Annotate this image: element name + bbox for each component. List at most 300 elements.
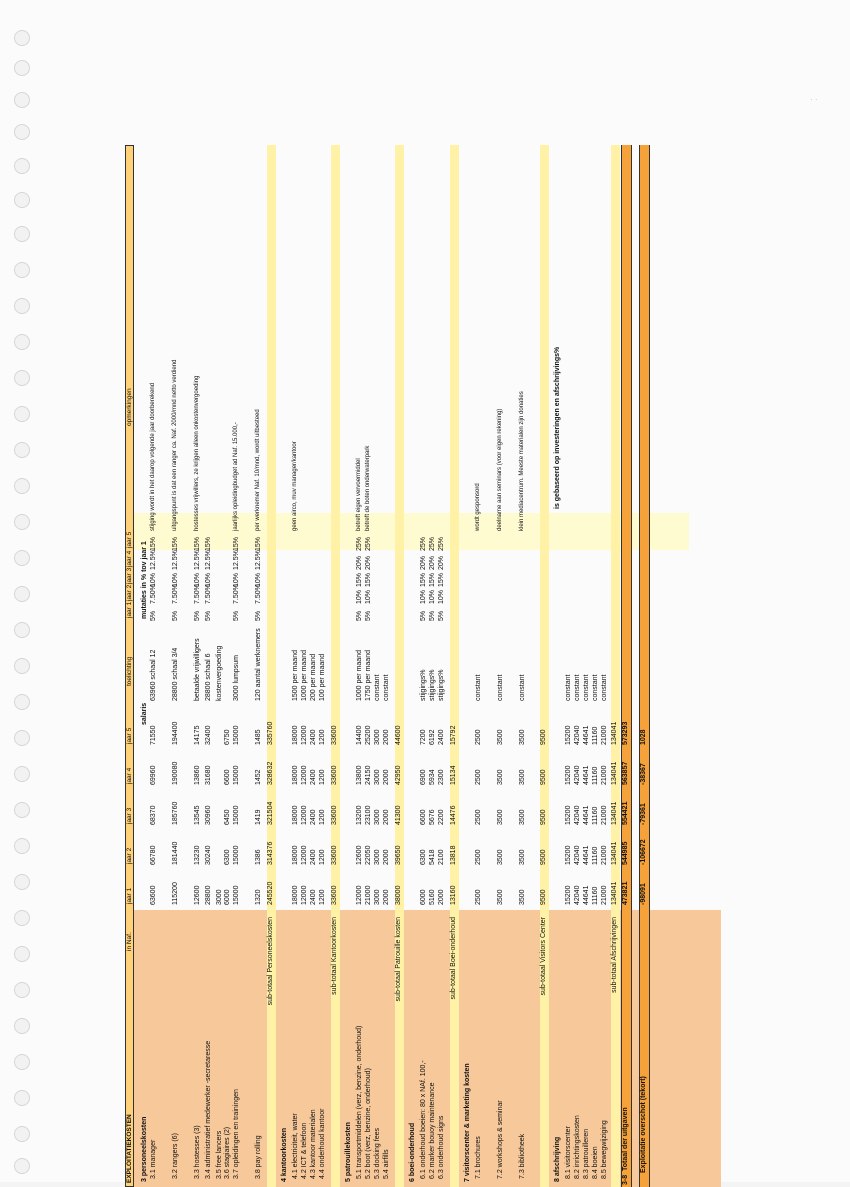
year-value: 14175 bbox=[194, 725, 201, 745]
row-label: 5.3 docking fees bbox=[374, 1128, 381, 1179]
year-value: 3500 bbox=[497, 769, 504, 785]
total-label: Totaal der uitgaven bbox=[622, 1107, 629, 1171]
year-value: 6000 bbox=[224, 889, 231, 905]
exploitatie-table bbox=[125, 145, 721, 1187]
year-value: 1200 bbox=[319, 769, 326, 785]
pct-value: 5% bbox=[172, 610, 179, 621]
total-value: 473821 bbox=[622, 881, 629, 905]
header-toelichting: toelichting bbox=[126, 656, 133, 686]
row-label: 7.3 bibliotheek bbox=[519, 1133, 526, 1179]
pct-value: 5% bbox=[356, 610, 363, 621]
row-label: 3.8 pay rolling bbox=[255, 1135, 262, 1179]
table-row bbox=[301, 145, 310, 1187]
pct-value: 25% bbox=[429, 536, 436, 551]
table-row bbox=[205, 145, 216, 1187]
pct-value: 15% bbox=[429, 572, 436, 587]
punch-hole bbox=[14, 92, 30, 108]
year-value: 2000 bbox=[383, 889, 390, 905]
subtotal-value: 9500 bbox=[540, 849, 547, 865]
year-value: 2000 bbox=[383, 729, 390, 745]
remark-note: betreft eigen vervoermiddel bbox=[356, 458, 362, 531]
subtotal-value: 134041 bbox=[611, 841, 618, 865]
year-value: 13545 bbox=[194, 805, 201, 825]
toelichting-value: constant bbox=[583, 674, 590, 701]
pct-value: 7.50% bbox=[233, 584, 240, 604]
pct-value: 12.5% bbox=[205, 550, 212, 570]
row-label: 8.5 bewegwijziging bbox=[601, 1120, 608, 1179]
row-label: 3.6 stagiaires (2) bbox=[224, 1126, 231, 1179]
subtotal-value: 33600 bbox=[331, 805, 338, 825]
year-value: 69960 bbox=[150, 765, 157, 785]
table-row bbox=[497, 145, 519, 1187]
row-label: 4.2 ICT & telefoon bbox=[301, 1122, 308, 1179]
punch-hole bbox=[14, 622, 30, 638]
year-value: 6192 bbox=[429, 729, 436, 745]
year-value: 15200 bbox=[565, 845, 572, 865]
punch-hole bbox=[14, 1054, 30, 1070]
punch-hole bbox=[14, 766, 30, 782]
year-value: 28800 bbox=[205, 885, 212, 905]
pct-value: 5% bbox=[438, 610, 445, 621]
pct-value: 15% bbox=[356, 572, 363, 587]
subtotal-value: 15134 bbox=[450, 765, 457, 785]
punch-hole bbox=[14, 1158, 30, 1174]
year-value: 1200 bbox=[319, 809, 326, 825]
total-code: 3-8 bbox=[622, 1174, 629, 1185]
section-title-text: 4 kantoorkosten bbox=[281, 1127, 288, 1182]
subtotal-value: 134041 bbox=[611, 801, 618, 825]
year-value: 3000 bbox=[374, 769, 381, 785]
section-title-text: 6 boei-onderhoud bbox=[409, 1122, 416, 1182]
operating-result-value: -98091 bbox=[640, 883, 647, 905]
header-pct-year1: jaar 1 bbox=[126, 601, 133, 618]
pct-value: 20% bbox=[420, 555, 427, 570]
punch-hole bbox=[14, 158, 30, 174]
pct-value: 25% bbox=[356, 536, 363, 551]
pct-value: 15% bbox=[194, 536, 201, 551]
punch-hole bbox=[14, 226, 30, 242]
subtotal-label: sub-totaal Kantoorkosten bbox=[331, 917, 338, 995]
punch-hole bbox=[14, 550, 30, 566]
mutaties-label: mutaties in % tov jaar 1 bbox=[141, 541, 148, 619]
toelichting-value: stijgings% bbox=[420, 669, 427, 701]
row-label: 3.3 hostesses (3) bbox=[194, 1125, 201, 1179]
subtotal-value: 44600 bbox=[395, 725, 402, 745]
year-value: 42040 bbox=[574, 845, 581, 865]
year-value: 13800 bbox=[356, 765, 363, 785]
pct-value: 15% bbox=[255, 536, 262, 551]
subtotal-row bbox=[395, 145, 404, 1187]
operating-result-label: Exploitatie overschot (tekort) bbox=[640, 1076, 647, 1173]
punch-hole bbox=[14, 586, 30, 602]
pct-value: 7.50% bbox=[150, 584, 157, 604]
pct-value: 5% bbox=[194, 610, 201, 621]
row-label: 5.4 airfills bbox=[383, 1149, 390, 1179]
pct-value: 10% bbox=[356, 589, 363, 604]
row-label: 8.1 visitorscenter bbox=[565, 1126, 572, 1179]
year-value: 18000 bbox=[292, 765, 299, 785]
subtotal-value: 328632 bbox=[267, 761, 274, 785]
pct-value: 7.50% bbox=[205, 584, 212, 604]
row-label: 6.3 onderhoud signs bbox=[438, 1115, 445, 1179]
year-value: 44641 bbox=[583, 725, 590, 745]
row-label: 8.2 inrichtingskosten bbox=[574, 1115, 581, 1179]
punch-hole bbox=[14, 30, 30, 46]
year-value: 3500 bbox=[497, 729, 504, 745]
table-row bbox=[429, 145, 438, 1187]
header-pct-year4: jaar 4 bbox=[126, 550, 133, 567]
table-row bbox=[194, 145, 205, 1187]
year-value: 185760 bbox=[172, 801, 179, 825]
year-value: 3500 bbox=[519, 769, 526, 785]
year-value: 6450 bbox=[224, 809, 231, 825]
pct-value: 10% bbox=[194, 572, 201, 587]
toelichting-value: 28800 schaal 3/4 bbox=[172, 647, 179, 701]
year-value: 5418 bbox=[429, 849, 436, 865]
year-value: 24150 bbox=[365, 765, 372, 785]
year-value: 13230 bbox=[194, 845, 201, 865]
year-value: 31680 bbox=[205, 765, 212, 785]
toelichting-value: 1000 per maand bbox=[356, 650, 363, 701]
table-row bbox=[583, 145, 592, 1187]
year-value: 2100 bbox=[438, 849, 445, 865]
total-value: 544985 bbox=[622, 841, 629, 865]
dust-mark: · · bbox=[810, 95, 818, 104]
year-value: 2400 bbox=[310, 809, 317, 825]
subtotal-value: 134041 bbox=[611, 881, 618, 905]
year-value: 42040 bbox=[574, 765, 581, 785]
year-value: 23100 bbox=[365, 805, 372, 825]
table-row bbox=[574, 145, 583, 1187]
year-value: 5160 bbox=[429, 889, 436, 905]
pct-value: 7.50% bbox=[194, 584, 201, 604]
table-row bbox=[233, 145, 255, 1187]
total-value: 573293 bbox=[622, 721, 629, 745]
pct-value: 5% bbox=[150, 610, 157, 621]
pct-value: 15% bbox=[365, 572, 372, 587]
row-label: 3.1 manager bbox=[150, 1139, 157, 1179]
toelichting-value: 1750 per maand bbox=[365, 650, 372, 701]
row-label: 5.1 transportmiddelen (verz, benzine, onderhoud) bbox=[356, 1025, 363, 1179]
year-value: 12000 bbox=[301, 845, 308, 865]
table-row bbox=[475, 145, 497, 1187]
pct-value: 5% bbox=[255, 610, 262, 621]
year-value: 30960 bbox=[205, 805, 212, 825]
table-row bbox=[319, 145, 328, 1187]
pct-value: 25% bbox=[420, 536, 427, 551]
section-title-text: 8 afschrijving bbox=[554, 1136, 561, 1182]
year-value: 6600 bbox=[224, 769, 231, 785]
pct-value: 12.5% bbox=[172, 550, 179, 570]
year-value: 2400 bbox=[310, 889, 317, 905]
remark-note: per werknemer Naf. 10/mnd, wordt uitbesteed bbox=[255, 409, 261, 531]
year-value: 6300 bbox=[224, 849, 231, 865]
header-pct-year5: jaar 5 bbox=[126, 531, 133, 548]
year-value: 6750 bbox=[224, 729, 231, 745]
year-value: 66780 bbox=[150, 845, 157, 865]
total-expenses-row bbox=[621, 145, 632, 1187]
subtotal-value: 33600 bbox=[331, 725, 338, 745]
header-year4: jaar 4 bbox=[126, 767, 133, 784]
punch-hole bbox=[14, 802, 30, 818]
year-value: 2000 bbox=[383, 809, 390, 825]
row-label: 4.3 kantoor materialen bbox=[310, 1109, 317, 1179]
year-value: 3000 bbox=[374, 809, 381, 825]
row-label: 7.1 brochures bbox=[475, 1136, 482, 1179]
subtotal-value: 38000 bbox=[395, 885, 402, 905]
year-value: 15000 bbox=[233, 845, 240, 865]
year-value: 71550 bbox=[150, 725, 157, 745]
year-value: 21000 bbox=[601, 765, 608, 785]
row-label: 8.4 boeien bbox=[592, 1146, 599, 1179]
toelichting-value: constant bbox=[574, 674, 581, 701]
year-value: 3500 bbox=[497, 809, 504, 825]
subtotal-value: 134041 bbox=[611, 761, 618, 785]
toelichting-value: constant bbox=[592, 674, 599, 701]
table-row bbox=[519, 145, 537, 1187]
row-label: 3.2 rangers (6) bbox=[172, 1133, 179, 1179]
year-value: 25200 bbox=[365, 725, 372, 745]
subtotal-row bbox=[450, 145, 459, 1187]
toelichting-value: 200 per maand bbox=[310, 653, 317, 701]
year-value: 3500 bbox=[497, 889, 504, 905]
year-value: 2400 bbox=[438, 729, 445, 745]
pct-value: 15% bbox=[420, 572, 427, 587]
table-row bbox=[310, 145, 319, 1187]
year-value: 15000 bbox=[233, 765, 240, 785]
toelichting-value: 28800 schaal 6 bbox=[205, 653, 212, 701]
year-value: 3500 bbox=[497, 849, 504, 865]
year-value: 44641 bbox=[583, 805, 590, 825]
year-value: 13200 bbox=[356, 805, 363, 825]
year-value: 1386 bbox=[255, 849, 262, 865]
year-value: 11160 bbox=[592, 766, 599, 785]
section-title bbox=[281, 145, 290, 1187]
punch-hole bbox=[14, 1126, 30, 1142]
row-label: 3.4 administratief medewerker -secretaresse bbox=[205, 1040, 212, 1179]
year-value: 2500 bbox=[475, 849, 482, 865]
year-value: 13860 bbox=[194, 765, 201, 785]
table-row bbox=[356, 145, 365, 1187]
pct-value: 7.50% bbox=[172, 584, 179, 604]
subtotal-value: 15792 bbox=[450, 725, 457, 745]
year-value: 3500 bbox=[519, 889, 526, 905]
year-value: 68370 bbox=[150, 805, 157, 825]
section-title bbox=[554, 145, 563, 1187]
subtotal-value: 9500 bbox=[540, 889, 547, 905]
pct-value: 5% bbox=[205, 610, 212, 621]
pct-value: 10% bbox=[365, 589, 372, 604]
year-value: 11160 bbox=[592, 886, 599, 905]
section-title-text: 3 personeelskosten bbox=[141, 1116, 148, 1182]
year-value: 2000 bbox=[438, 889, 445, 905]
subtotal-value: 9500 bbox=[540, 769, 547, 785]
toelichting-value: stijgings% bbox=[438, 669, 445, 701]
year-value: 44641 bbox=[583, 765, 590, 785]
remark-note: klein mediacentrum. Meeste materialen zijn donaties bbox=[519, 391, 525, 531]
year-value: 15200 bbox=[565, 725, 572, 745]
subtotal-value: 321504 bbox=[267, 801, 274, 825]
toelichting-value: kostenvergoeding bbox=[216, 645, 223, 701]
remark-note: deelname aan seminars (voor eigen rekening) bbox=[497, 408, 503, 531]
section-title bbox=[345, 145, 354, 1187]
year-value: 1419 bbox=[255, 809, 262, 825]
year-value: 3500 bbox=[519, 849, 526, 865]
section-title bbox=[141, 145, 150, 1187]
pct-value: 5% bbox=[420, 610, 427, 621]
punch-hole bbox=[14, 406, 30, 422]
subtotal-value: 33600 bbox=[331, 765, 338, 785]
year-value: 12000 bbox=[356, 885, 363, 905]
pct-value: 15% bbox=[150, 536, 157, 551]
subtotal-row bbox=[540, 145, 549, 1187]
pct-value: 15% bbox=[172, 536, 179, 551]
pct-value: 10% bbox=[150, 572, 157, 587]
remark-note: uitgangspunt is dat een ranger ca. Naf. 2000/mnd netto verdiend bbox=[172, 359, 178, 531]
year-value: 44641 bbox=[583, 885, 590, 905]
punch-hole bbox=[14, 694, 30, 710]
pct-value: 25% bbox=[365, 536, 372, 551]
table-row bbox=[565, 145, 574, 1187]
header-year5: jaar 5 bbox=[126, 727, 133, 744]
year-value: 18000 bbox=[292, 805, 299, 825]
remark-note: geen airco, muv manager/kantoor bbox=[292, 441, 298, 531]
pct-value: 20% bbox=[356, 555, 363, 570]
punch-hole bbox=[14, 910, 30, 926]
toelichting-value: constant bbox=[519, 674, 526, 701]
toelichting-value: constant bbox=[475, 674, 482, 701]
salaris-label: salaris bbox=[141, 702, 148, 725]
operating-result-value: 1028 bbox=[640, 729, 647, 745]
punch-hole bbox=[14, 298, 30, 314]
year-value: 181440 bbox=[172, 841, 179, 865]
punch-hole bbox=[14, 730, 30, 746]
header-opmerkingen: opmerkingen bbox=[126, 388, 133, 426]
pct-value: 20% bbox=[429, 555, 436, 570]
subtotal-row bbox=[611, 145, 620, 1187]
year-value: 18000 bbox=[292, 885, 299, 905]
section-title-text: 5 patrouillekosten bbox=[345, 1122, 352, 1182]
punch-hole bbox=[14, 124, 30, 140]
pct-value: 5% bbox=[365, 610, 372, 621]
rotated-sheet bbox=[125, 346, 850, 1187]
row-label: 6.2 marker bouoy maintenance bbox=[429, 1082, 436, 1179]
punch-hole bbox=[14, 658, 30, 674]
year-value: 2000 bbox=[383, 849, 390, 865]
pct-value: 25% bbox=[438, 536, 445, 551]
punch-hole bbox=[14, 1018, 30, 1034]
year-value: 5934 bbox=[429, 769, 436, 785]
year-value: 63600 bbox=[150, 885, 157, 905]
row-label: 8.3 patrouilleren bbox=[583, 1128, 590, 1179]
year-value: 1485 bbox=[255, 729, 262, 745]
header-pct-year2: jaar 2 bbox=[126, 584, 133, 601]
year-value: 2500 bbox=[475, 889, 482, 905]
pct-value: 20% bbox=[438, 555, 445, 570]
subtotal-value: 33600 bbox=[331, 885, 338, 905]
year-value: 1452 bbox=[255, 769, 262, 785]
pct-value: 5% bbox=[233, 610, 240, 621]
year-value: 32400 bbox=[205, 725, 212, 745]
punch-hole bbox=[14, 60, 30, 76]
header-pct-year3: jaar 3 bbox=[126, 567, 133, 584]
year-value: 12000 bbox=[301, 725, 308, 745]
year-value: 15000 bbox=[233, 805, 240, 825]
year-value: 3000 bbox=[374, 849, 381, 865]
subtotal-value: 13160 bbox=[450, 885, 457, 905]
subtotal-value: 245520 bbox=[267, 881, 274, 905]
pct-value: 12.5% bbox=[233, 550, 240, 570]
table-title: EXPLOITATIEKOSTEN bbox=[126, 1114, 133, 1183]
header-year1: jaar 1 bbox=[126, 887, 133, 904]
table-row bbox=[150, 145, 172, 1187]
year-value: 1200 bbox=[319, 729, 326, 745]
table-row bbox=[216, 145, 224, 1187]
year-value: 12600 bbox=[194, 885, 201, 905]
toelichting-value: 1500 per maand bbox=[292, 650, 299, 701]
punch-hole bbox=[14, 838, 30, 854]
punch-hole bbox=[14, 478, 30, 494]
row-label: 7.2 workshops & seminar bbox=[497, 1100, 504, 1179]
year-value: 2200 bbox=[438, 809, 445, 825]
year-value: 6300 bbox=[420, 849, 427, 865]
year-value: 12600 bbox=[356, 845, 363, 865]
subtotal-value: 134041 bbox=[611, 721, 618, 745]
year-value: 6000 bbox=[420, 889, 427, 905]
toelichting-value: 1000 per maand bbox=[301, 650, 308, 701]
punch-hole bbox=[14, 370, 30, 386]
subtotal-label: sub-totaal Afschrijvingen bbox=[611, 917, 618, 993]
table-row bbox=[292, 145, 301, 1187]
punch-hole bbox=[14, 262, 30, 278]
year-value: 21000 bbox=[601, 725, 608, 745]
table-row bbox=[420, 145, 429, 1187]
year-value: 3000 bbox=[374, 729, 381, 745]
year-value: 2400 bbox=[310, 769, 317, 785]
punch-hole bbox=[14, 192, 30, 208]
punch-hole bbox=[14, 1090, 30, 1106]
operating-result-value: -79361 bbox=[640, 803, 647, 825]
subtotal-value: 41300 bbox=[395, 805, 402, 825]
row-label: 4.1 electriciteit, water bbox=[292, 1113, 299, 1179]
pct-value: 10% bbox=[172, 572, 179, 587]
subtotal-value: 9500 bbox=[540, 809, 547, 825]
year-value: 3000 bbox=[216, 889, 223, 905]
table-row bbox=[224, 145, 233, 1187]
remark-note: jaarlijks opleidingbudget ad Naf. 15.000,- bbox=[233, 422, 239, 531]
pct-value: 10% bbox=[429, 589, 436, 604]
year-value: 30240 bbox=[205, 845, 212, 865]
year-value: 14400 bbox=[356, 725, 363, 745]
year-value: 15000 bbox=[233, 885, 240, 905]
pct-value: 10% bbox=[233, 572, 240, 587]
pct-value: 7.50% bbox=[255, 584, 262, 604]
year-value: 1320 bbox=[255, 889, 262, 905]
year-value: 21000 bbox=[601, 805, 608, 825]
year-value: 21000 bbox=[601, 845, 608, 865]
year-value: 12000 bbox=[301, 885, 308, 905]
remark-note: wordt gesponsord bbox=[475, 483, 481, 531]
year-value: 7200 bbox=[420, 729, 427, 745]
year-value: 3500 bbox=[519, 729, 526, 745]
table-row bbox=[374, 145, 383, 1187]
section-title bbox=[464, 145, 473, 1187]
year-value: 11160 bbox=[592, 806, 599, 825]
pct-value: 15% bbox=[438, 572, 445, 587]
table-header bbox=[125, 145, 134, 1187]
punch-hole bbox=[14, 442, 30, 458]
subtotal-value: 13818 bbox=[450, 845, 457, 865]
